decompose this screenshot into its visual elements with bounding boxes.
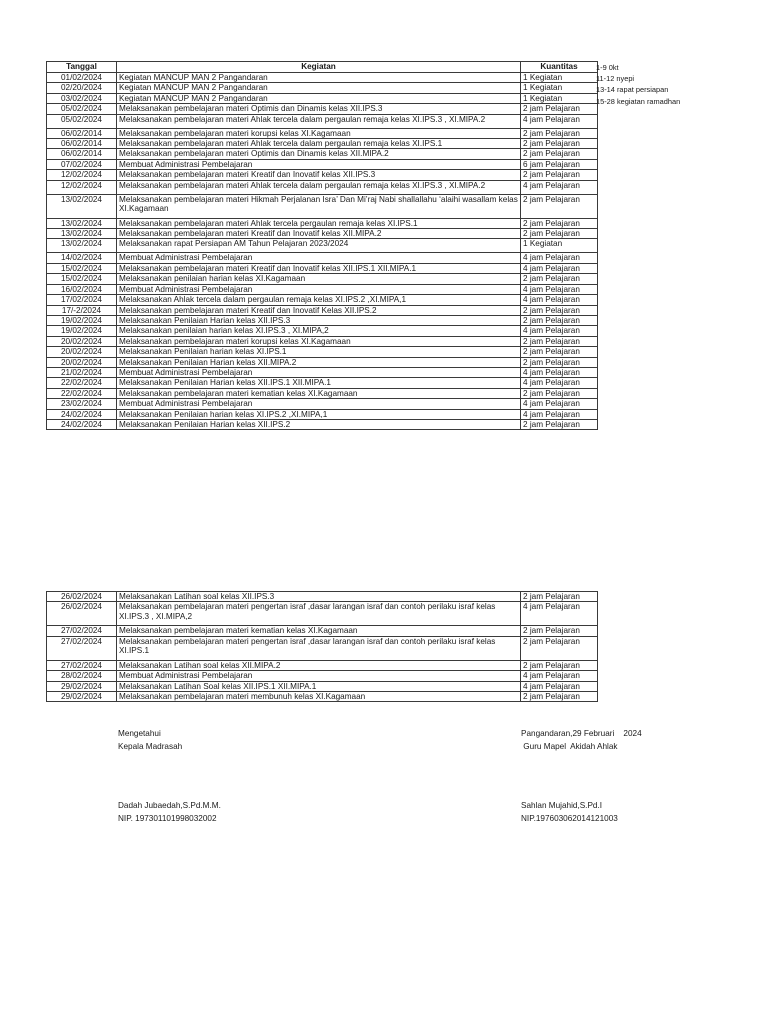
table-row — [47, 602, 598, 626]
table-row — [47, 274, 598, 284]
activity-cell: Melaksanakan pembelajaran materi kematian kelas XI.Kagamaan — [117, 626, 521, 636]
side-note: 13-14 rapat persiapan — [596, 85, 669, 95]
table-row — [47, 114, 598, 128]
table-row — [47, 378, 598, 388]
quantity-cell: 2 jam Pelajaran — [521, 170, 598, 180]
header-date: Tanggal — [47, 62, 117, 73]
date-cell: 06/02/2014 — [47, 139, 117, 149]
quantity-cell: 4 jam Pelajaran — [521, 263, 598, 273]
table-row — [47, 128, 598, 138]
table-row — [47, 660, 598, 670]
table-row — [47, 104, 598, 114]
activity-cell: Melaksanakan penilaian harian kelas XI.Kagamaan — [117, 274, 521, 284]
activity-cell: Melaksanakan pembelajaran materi Hikmah Perjalanan Isra’ Dan Mi’raj Nabi shallallahu ‘alaihi wasallam kelas XI.Kagamaan — [117, 194, 521, 218]
table-row — [47, 149, 598, 159]
activity-cell: Melaksanakan Penilaian Harian kelas XII.MIPA.2 — [117, 357, 521, 367]
table-row — [47, 170, 598, 180]
table-row — [47, 315, 598, 325]
table-row — [47, 636, 598, 660]
quantity-cell: 2 jam Pelajaran — [521, 194, 598, 218]
date-cell: 16/02/2024 — [47, 284, 117, 294]
quantity-cell: 4 jam Pelajaran — [521, 253, 598, 263]
table-row — [47, 73, 598, 83]
date-cell: 28/02/2024 — [47, 671, 117, 681]
quantity-cell: 4 jam Pelajaran — [521, 378, 598, 388]
principal-name: Dadah Jubaedah,S.Pd.M.M. — [118, 801, 221, 810]
activity-cell: Melaksanakan pembelajaran materi Kreatif dan Inovatif kelas XII.IPS.1 XII.MIPA.1 — [117, 263, 521, 273]
date-cell: 15/02/2024 — [47, 263, 117, 273]
activity-cell: Membuat Administrasi Pembelajaran — [117, 367, 521, 377]
date-cell: 15/02/2024 — [47, 274, 117, 284]
teacher-name: Sahlan Mujahid,S.Pd.I — [521, 801, 603, 810]
activity-cell: Membuat Administrasi Pembelajaran — [117, 671, 521, 681]
date-cell: 20/02/2024 — [47, 336, 117, 346]
date-cell: 20/02/2024 — [47, 347, 117, 357]
quantity-cell: 4 jam Pelajaran — [521, 681, 598, 691]
quantity-cell: 2 jam Pelajaran — [521, 218, 598, 228]
quantity-cell: 2 jam Pelajaran — [521, 692, 598, 702]
table-row — [47, 159, 598, 169]
table-row — [47, 229, 598, 239]
activity-cell: Melaksanakan Latihan Soal kelas XII.IPS.1 XII.MIPA.1 — [117, 681, 521, 691]
quantity-cell: 4 jam Pelajaran — [521, 409, 598, 419]
table-row — [47, 239, 598, 253]
table-row — [47, 305, 598, 315]
table-row — [47, 681, 598, 691]
table-row — [47, 83, 598, 93]
table-row — [47, 93, 598, 103]
quantity-cell: 1 Kegiatan — [521, 73, 598, 83]
date-cell: 05/02/2024 — [47, 114, 117, 128]
activity-cell: Melaksanakan pembelajaran materi Ahlak tercela dalam pergaulan remaja kelas XI.IPS.1 — [117, 139, 521, 149]
side-note: 1-9 0kt — [596, 63, 619, 72]
activity-cell: Melaksanakan pembelajaran materi Ahlak tercela dalam pergaulan remaja kelas XI.IPS.3 , XI.MIPA.2 — [117, 114, 521, 128]
signature-right-heading — [521, 728, 642, 753]
date-cell: 14/02/2024 — [47, 253, 117, 263]
date-cell: 21/02/2024 — [47, 367, 117, 377]
activity-cell: Melaksanakan Penilaian harian kelas XI.IPS.2 ,XI.MIPA,1 — [117, 409, 521, 419]
date-cell: 12/02/2024 — [47, 180, 117, 194]
date-cell: 23/02/2024 — [47, 399, 117, 409]
quantity-cell: 2 jam Pelajaran — [521, 347, 598, 357]
date-cell: 20/02/2024 — [47, 357, 117, 367]
activity-cell: Melaksanakan pembelajaran materi Kreatif dan Inovatif kelas XII.MIPA.2 — [117, 229, 521, 239]
teacher-title: Guru Mapel Akidah Ahlak — [521, 741, 618, 751]
date-cell: 05/02/2024 — [47, 104, 117, 114]
table-row — [47, 284, 598, 294]
quantity-cell: 2 jam Pelajaran — [521, 419, 598, 429]
activity-cell: Melaksanakan pembelajaran materi Ahlak tercela pergaulan remaja kelas XI.IPS.1 — [117, 218, 521, 228]
table-body-part2 — [47, 592, 598, 702]
table-row — [47, 336, 598, 346]
quantity-cell: 1 Kegiatan — [521, 83, 598, 93]
activity-cell: Melaksanakan Penilaian harian kelas XI.IPS.1 — [117, 347, 521, 357]
activity-cell: Melaksanakan pembelajaran materi kematian kelas XI.Kagamaan — [117, 388, 521, 398]
quantity-cell: 4 jam Pelajaran — [521, 326, 598, 336]
activity-cell: Melaksanakan pembelajaran materi pengertan israf ,dasar larangan israf dan contoh perilaku israf kelas XI.IPS.1 — [117, 636, 521, 660]
header-quantity: Kuantitas — [521, 62, 598, 73]
table-row — [47, 347, 598, 357]
quantity-cell: 2 jam Pelajaran — [521, 636, 598, 660]
teacher-nip: NIP.197603062014121003 — [521, 813, 618, 823]
date-cell: 29/02/2024 — [47, 692, 117, 702]
signature-right-name-block — [521, 800, 618, 825]
quantity-cell: 4 jam Pelajaran — [521, 295, 598, 305]
date-cell: 22/02/2024 — [47, 388, 117, 398]
principal-title: Kepala Madrasah — [118, 741, 183, 751]
date-cell: 19/02/2024 — [47, 326, 117, 336]
table-row — [47, 218, 598, 228]
table-header-row — [47, 62, 598, 73]
date-cell: 17/02/2024 — [47, 295, 117, 305]
activity-cell: Kegiatan MANCUP MAN 2 Pangandaran — [117, 93, 521, 103]
quantity-cell: 4 jam Pelajaran — [521, 284, 598, 294]
quantity-cell: 2 jam Pelajaran — [521, 592, 598, 602]
table-row — [47, 592, 598, 602]
date-cell: 06/02/2014 — [47, 128, 117, 138]
activity-cell: Melaksanakan Latihan soal kelas XII.IPS.3 — [117, 592, 521, 602]
activity-cell: Melaksanakan pembelajaran materi Kreatif dan Inovatif Kelas XII.IPS.2 — [117, 305, 521, 315]
activity-cell: Kegiatan MANCUP MAN 2 Pangandaran — [117, 73, 521, 83]
quantity-cell: 2 jam Pelajaran — [521, 357, 598, 367]
quantity-cell: 2 jam Pelajaran — [521, 274, 598, 284]
activity-cell: Melaksanakan pembelajaran materi Optimis dan Dinamis kelas XII.MIPA.2 — [117, 149, 521, 159]
table-row — [47, 367, 598, 377]
table-row — [47, 409, 598, 419]
table-row — [47, 295, 598, 305]
signature-left-heading — [118, 728, 182, 753]
activity-table-part2 — [46, 591, 598, 702]
quantity-cell: 4 jam Pelajaran — [521, 399, 598, 409]
date-cell: 22/02/2024 — [47, 378, 117, 388]
quantity-cell: 4 jam Pelajaran — [521, 114, 598, 128]
date-cell: 27/02/2024 — [47, 636, 117, 660]
activity-cell: Membuat Administrasi Pembelajaran — [117, 159, 521, 169]
activity-cell: Melaksanakan pembelajaran materi Ahlak tercela dalam pergaulan remaja kelas XI.IPS.3 , XI.MIPA.2 — [117, 180, 521, 194]
table-row — [47, 253, 598, 263]
activity-cell: Melaksanakan penilaian harian kelas XI.IPS.3 , XI.MIPA,2 — [117, 326, 521, 336]
quantity-cell: 2 jam Pelajaran — [521, 305, 598, 315]
activity-cell: Membuat Administrasi Pembelajaran — [117, 399, 521, 409]
date-cell: 17/-2/2024 — [47, 305, 117, 315]
table-row — [47, 180, 598, 194]
table-row — [47, 399, 598, 409]
activity-cell: Melaksanakan pembelajaran materi pengertan israf ,dasar larangan israf dan contoh perilaku israf kelas XI.IPS.3 , XI.MIPA,2 — [117, 602, 521, 626]
quantity-cell: 1 Kegiatan — [521, 93, 598, 103]
table-row — [47, 692, 598, 702]
quantity-cell: 2 jam Pelajaran — [521, 660, 598, 670]
date-cell: 13/02/2024 — [47, 229, 117, 239]
activity-cell: Membuat Administrasi Pembelajaran — [117, 253, 521, 263]
acknowledged-label: Mengetahui — [118, 729, 161, 738]
header-activity: Kegiatan — [117, 62, 521, 73]
date-cell: 12/02/2024 — [47, 170, 117, 180]
date-cell: 13/02/2024 — [47, 218, 117, 228]
activity-cell: Melaksanakan Penilaian Harian kelas XII.IPS.1 XII.MIPA.1 — [117, 378, 521, 388]
activity-cell: Membuat Administrasi Pembelajaran — [117, 284, 521, 294]
side-notes — [596, 62, 680, 107]
quantity-cell: 2 jam Pelajaran — [521, 139, 598, 149]
date-cell: 26/02/2024 — [47, 602, 117, 626]
table-body-part1 — [47, 73, 598, 430]
activity-cell: Melaksanakan Penilaian Harian kelas XII.IPS.2 — [117, 419, 521, 429]
table-row — [47, 357, 598, 367]
date-cell: 27/02/2024 — [47, 626, 117, 636]
activity-cell: Melaksanakan pembelajaran materi korupsi kelas XI.Kagamaan — [117, 336, 521, 346]
quantity-cell: 2 jam Pelajaran — [521, 229, 598, 239]
date-cell: 24/02/2024 — [47, 419, 117, 429]
quantity-cell: 2 jam Pelajaran — [521, 104, 598, 114]
date-cell: 03/02/2024 — [47, 93, 117, 103]
date-cell: 26/02/2024 — [47, 592, 117, 602]
place-date: Pangandaran,29 Februari 2024 — [521, 729, 642, 738]
side-note: 15-28 kegiatan ramadhan — [596, 96, 681, 106]
table-row — [47, 671, 598, 681]
table-row — [47, 388, 598, 398]
activity-cell: Melaksanakan pembelajaran materi membunuh kelas XI.Kagamaan — [117, 692, 521, 702]
date-cell: 24/02/2024 — [47, 409, 117, 419]
table-row — [47, 626, 598, 636]
table-row — [47, 419, 598, 429]
table-row — [47, 139, 598, 149]
table-row — [47, 263, 598, 273]
quantity-cell: 4 jam Pelajaran — [521, 671, 598, 681]
quantity-cell: 2 jam Pelajaran — [521, 388, 598, 398]
date-cell: 29/02/2024 — [47, 681, 117, 691]
activity-cell: Melaksanakan pembelajaran materi korupsi kelas XI.Kagamaan — [117, 128, 521, 138]
activity-table-part1 — [46, 61, 598, 430]
quantity-cell: 2 jam Pelajaran — [521, 315, 598, 325]
quantity-cell: 2 jam Pelajaran — [521, 336, 598, 346]
date-cell: 06/02/2014 — [47, 149, 117, 159]
activity-cell: Melaksanakan Penilaian Harian kelas XII.IPS.3 — [117, 315, 521, 325]
quantity-cell: 4 jam Pelajaran — [521, 602, 598, 626]
date-cell: 01/02/2024 — [47, 73, 117, 83]
date-cell: 13/02/2024 — [47, 239, 117, 253]
activity-cell: Melaksanakan pembelajaran materi Kreatif dan Inovatif kelas XII.IPS.3 — [117, 170, 521, 180]
activity-cell: Melaksanakan pembelajaran materi Optimis dan Dinamis kelas XII.IPS.3 — [117, 104, 521, 114]
quantity-cell: 1 Kegiatan — [521, 239, 598, 253]
quantity-cell: 2 jam Pelajaran — [521, 128, 598, 138]
date-cell: 27/02/2024 — [47, 660, 117, 670]
date-cell: 02/20/2024 — [47, 83, 117, 93]
principal-nip: NIP. 197301101998032002 — [118, 813, 217, 823]
quantity-cell: 2 jam Pelajaran — [521, 626, 598, 636]
quantity-cell: 4 jam Pelajaran — [521, 367, 598, 377]
activity-cell: Melaksanakan Ahlak tercela dalam pergaulan remaja kelas XI.IPS.2 ,XI.MIPA,1 — [117, 295, 521, 305]
date-cell: 07/02/2024 — [47, 159, 117, 169]
quantity-cell: 4 jam Pelajaran — [521, 180, 598, 194]
side-note: 11-12 nyepi — [596, 74, 635, 84]
signature-left-name-block — [118, 800, 221, 825]
activity-cell: Kegiatan MANCUP MAN 2 Pangandaran — [117, 83, 521, 93]
activity-cell: Melaksanakan rapat Persiapan AM Tahun Pelajaran 2023/2024 — [117, 239, 521, 253]
table-row — [47, 326, 598, 336]
quantity-cell: 2 jam Pelajaran — [521, 149, 598, 159]
table-row — [47, 194, 598, 218]
activity-cell: Melaksanakan Latihan soal kelas XII.MIPA.2 — [117, 660, 521, 670]
date-cell: 19/02/2024 — [47, 315, 117, 325]
quantity-cell: 6 jam Pelajaran — [521, 159, 598, 169]
date-cell: 13/02/2024 — [47, 194, 117, 218]
